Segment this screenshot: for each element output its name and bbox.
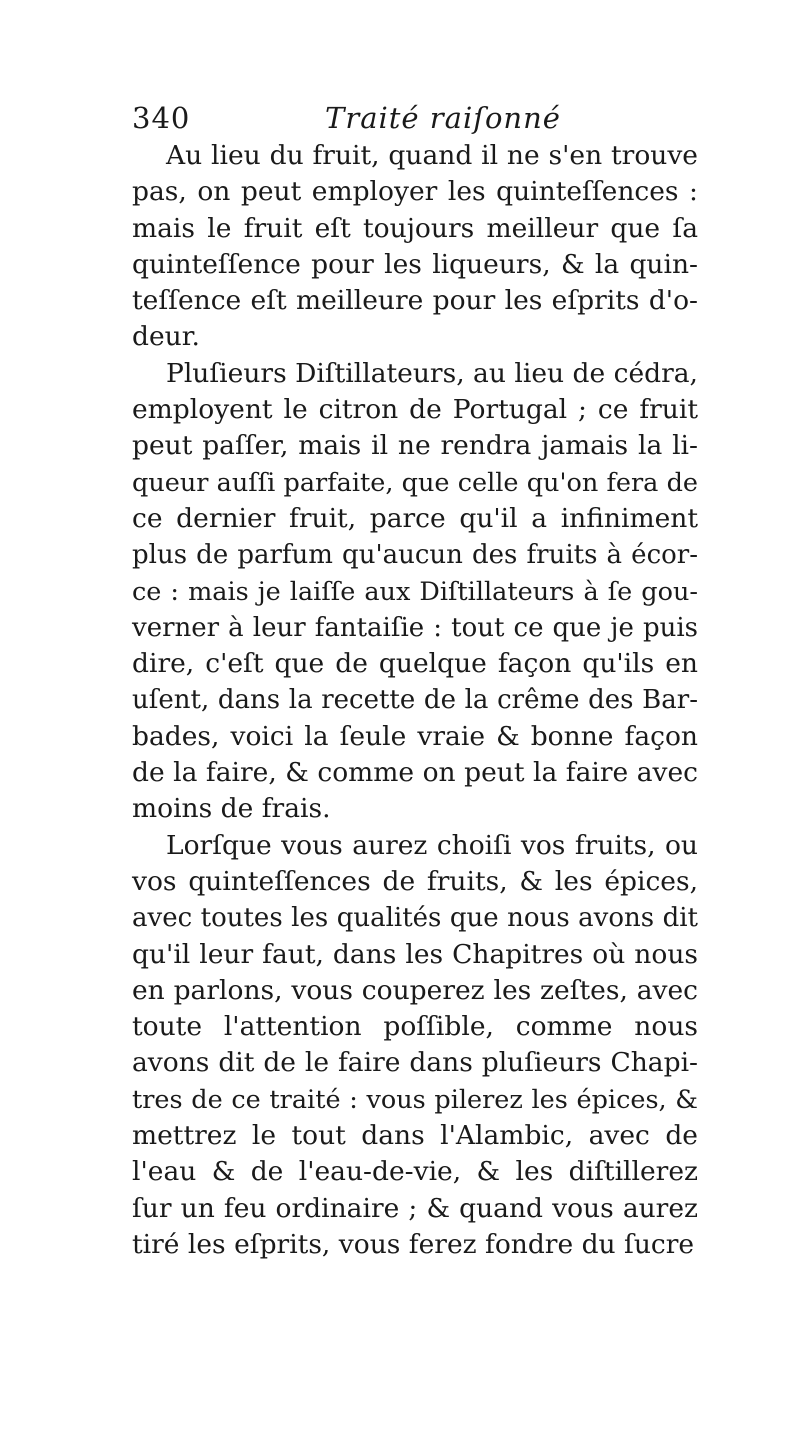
text-line: verner à leur fantaiſie : tout ce que je puis — [132, 612, 698, 643]
text-line: plus de parfum qu'aucun des fruits à écor- — [132, 540, 698, 571]
text-line: l'eau & de l'eau-de-vie, & les diſtillerez — [132, 1156, 698, 1188]
text-line: deur. — [132, 321, 200, 353]
text-line: Lorſque vous aurez choiſi vos fruits, ou — [166, 829, 698, 861]
paragraph — [132, 138, 698, 356]
text-line: quinteſſence pour les liqueurs, & la quin- — [132, 248, 698, 280]
text-line: tres de ce traité : vous pilerez les épices, & — [132, 1084, 698, 1115]
text-line: employent le citron de Portugal ; ce fruit — [132, 394, 698, 426]
text-line: mettrez le tout dans l'Alambic, avec de — [132, 1120, 698, 1152]
text-line: mais le fruit eſt toujours meilleur que ſa — [132, 212, 698, 244]
text-line: dire, c'eſt que de quelque façon qu'ils en — [132, 648, 698, 680]
text-line: en parlons, vous couperez les zeſtes, avec — [132, 974, 698, 1006]
text-line: ce dernier fruit, parce qu'il a infiniment — [132, 502, 698, 534]
text-line: Au lieu du fruit, quand il ne s'en trouve — [166, 140, 698, 171]
text-line: toute l'attention poſſible, comme nous — [132, 1011, 698, 1043]
text-line: queur auſſi parfaite, que celle qu'on fera de — [132, 467, 698, 498]
body-text — [132, 138, 698, 1263]
text-line: moins de frais. — [132, 793, 331, 825]
text-line: ſur un feu ordinaire ; & quand vous aurez — [132, 1192, 698, 1224]
text-line: ce : mais je laiſſe aux Diſtillateurs à ſe gou- — [132, 576, 698, 607]
paragraph — [132, 356, 698, 828]
text-line: uſent, dans la recette de la crême des Bar- — [132, 685, 698, 716]
text-line: Pluſieurs Diſtillateurs, au lieu de cédra, — [166, 357, 698, 389]
paragraph — [132, 828, 698, 1264]
running-title: Traité raiſonné — [325, 101, 561, 135]
page-number: 340 — [132, 101, 191, 135]
text-line: teſſence eſt meilleure pour les eſprits d'o- — [132, 285, 698, 317]
text-line: tiré les eſprits, vous ferez fondre du ſucre — [132, 1228, 695, 1260]
text-line: bades, voici la ſeule vraie & bonne façon — [132, 720, 698, 752]
text-line: de la faire, & comme on peut la faire avec — [132, 757, 698, 789]
page-header — [132, 98, 692, 138]
text-line: pas, on peut employer les quinteſſences : — [132, 176, 698, 208]
text-line: peut paſſer, mais il ne rendra jamais la li- — [132, 430, 698, 462]
text-line: avons dit de le faire dans pluſieurs Chapi- — [132, 1047, 698, 1079]
text-line: vos quinteſſences de fruits, & les épices, — [132, 865, 698, 897]
text-line: qu'il leur faut, dans les Chapitres où nous — [132, 938, 698, 970]
text-line: avec toutes les qualités que nous avons dit — [132, 903, 698, 934]
